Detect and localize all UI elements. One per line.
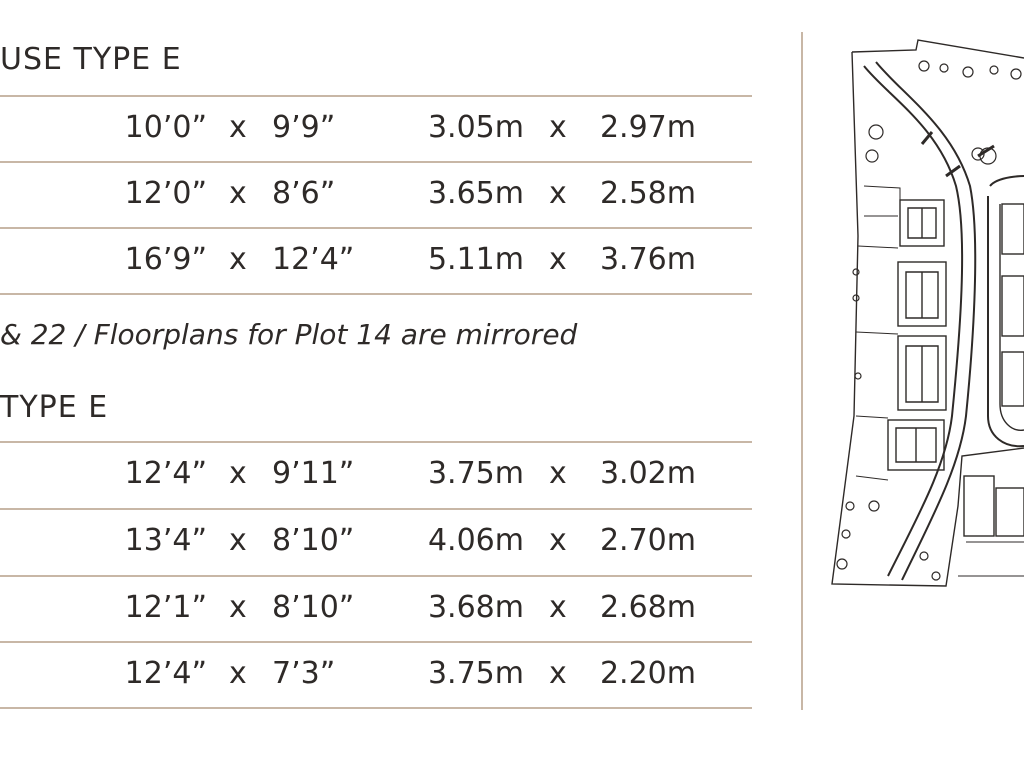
imperial-length: 10’0” — [124, 110, 207, 145]
imperial-width: 7’3” — [272, 656, 336, 691]
metric-length: 5.11m — [427, 242, 524, 277]
dimension-row — [0, 162, 752, 226]
dimension-row — [0, 442, 752, 506]
metric-width: 2.68m — [599, 590, 696, 625]
times-sign: x — [229, 656, 247, 691]
imperial-width: 9’9” — [272, 110, 336, 145]
imperial-length: 12’4” — [124, 456, 207, 491]
metric-width: 2.20m — [599, 656, 696, 691]
imperial-length: 12’4” — [124, 656, 207, 691]
metric-length: 4.06m — [427, 523, 524, 558]
times-sign: x — [229, 110, 247, 145]
times-sign: x — [549, 456, 567, 491]
times-sign: x — [229, 590, 247, 625]
metric-width: 2.70m — [599, 523, 696, 558]
column-divider — [801, 32, 803, 710]
times-sign: x — [549, 242, 567, 277]
metric-width: 2.97m — [599, 110, 696, 145]
imperial-length: 12’1” — [124, 590, 207, 625]
times-sign: x — [229, 242, 247, 277]
metric-width: 3.76m — [599, 242, 696, 277]
times-sign: x — [549, 590, 567, 625]
floorplan-note: & 22 / Floorplans for Plot 14 are mirrored — [0, 318, 578, 351]
times-sign: x — [549, 656, 567, 691]
imperial-length: 16’9” — [124, 242, 207, 277]
table-rule — [0, 293, 752, 295]
site-plan-map-icon — [828, 36, 1024, 596]
times-sign: x — [229, 176, 247, 211]
metric-length: 3.05m — [427, 110, 524, 145]
times-sign: x — [229, 523, 247, 558]
imperial-width: 9’11” — [272, 456, 355, 491]
metric-width: 3.02m — [599, 456, 696, 491]
dimension-row — [0, 576, 752, 640]
imperial-width: 8’6” — [272, 176, 336, 211]
times-sign: x — [229, 456, 247, 491]
imperial-width: 12’4” — [272, 242, 355, 277]
times-sign: x — [549, 110, 567, 145]
imperial-length: 13’4” — [124, 523, 207, 558]
times-sign: x — [549, 176, 567, 211]
dimension-row — [0, 642, 752, 706]
metric-length: 3.75m — [427, 456, 524, 491]
metric-length: 3.65m — [427, 176, 524, 211]
dimension-row — [0, 96, 752, 160]
imperial-width: 8’10” — [272, 590, 355, 625]
metric-width: 2.58m — [599, 176, 696, 211]
times-sign: x — [549, 523, 567, 558]
house-type-heading-2: TYPE E — [0, 390, 109, 425]
dimension-row — [0, 509, 752, 573]
dimension-row — [0, 228, 752, 292]
metric-length: 3.75m — [427, 656, 524, 691]
imperial-width: 8’10” — [272, 523, 355, 558]
house-type-heading-1: USE TYPE E — [0, 42, 182, 77]
metric-length: 3.68m — [427, 590, 524, 625]
imperial-length: 12’0” — [124, 176, 207, 211]
table-rule — [0, 707, 752, 709]
